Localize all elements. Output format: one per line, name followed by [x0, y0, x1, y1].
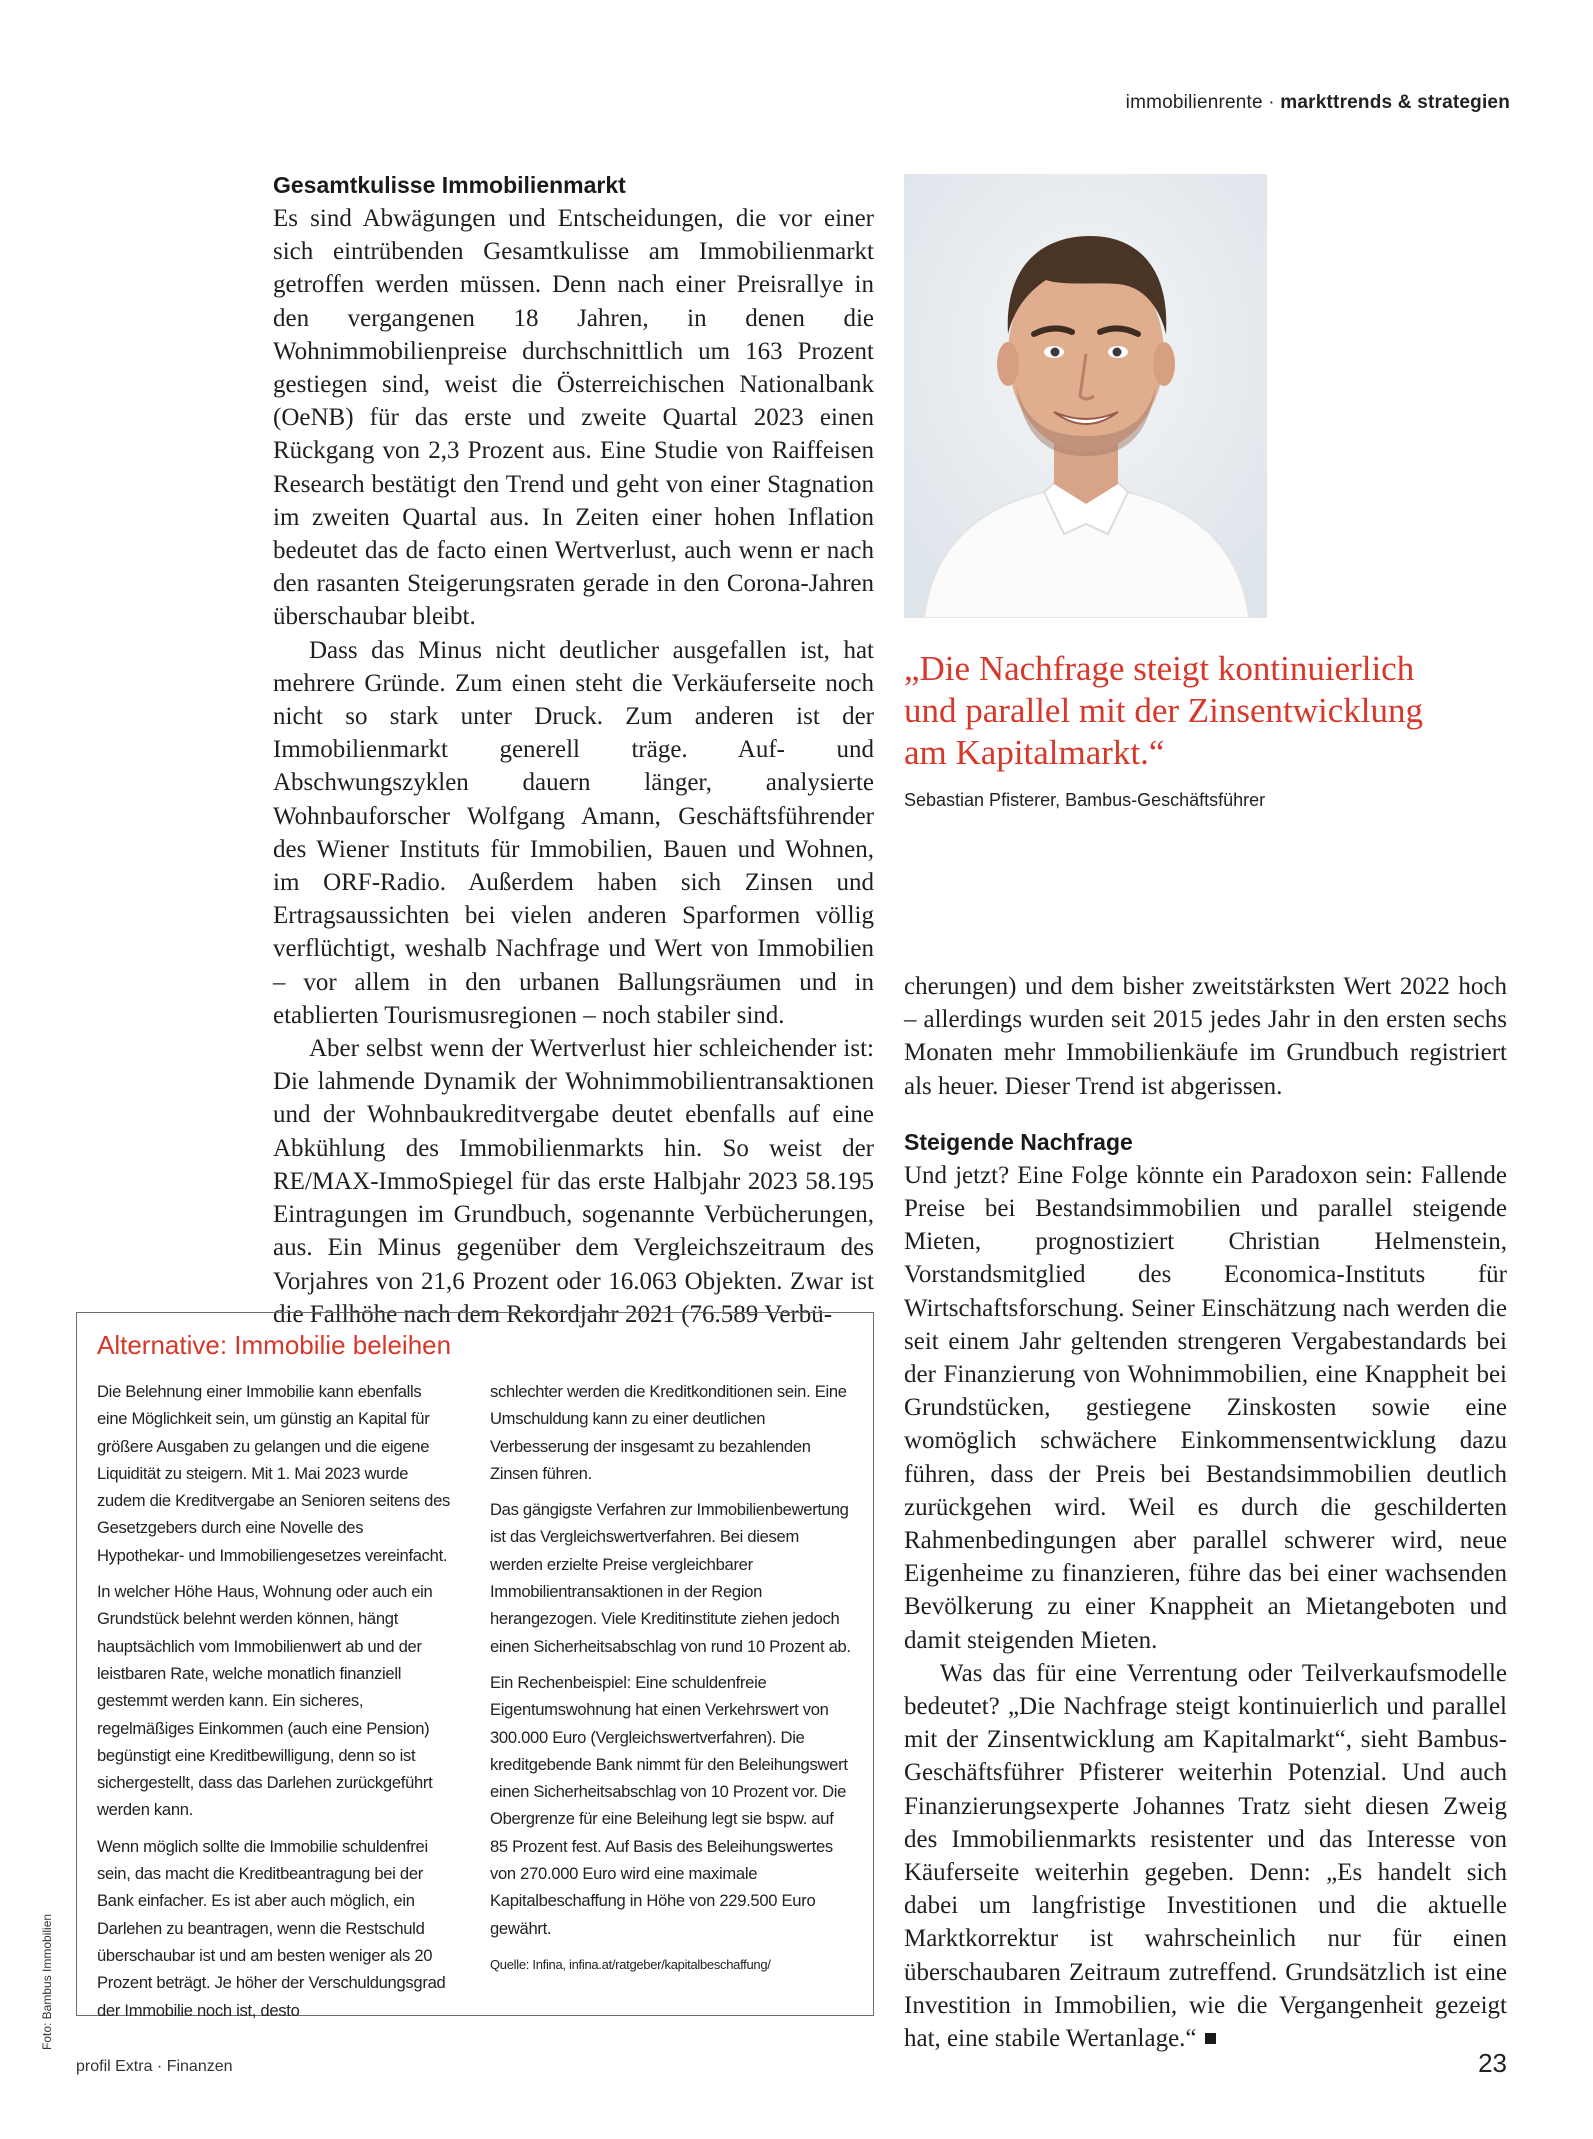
running-header [1080, 92, 1510, 114]
footer-publication: profil Extra · Finanzen [76, 2058, 233, 2075]
info-box-paragraph: schlechter werden die Kreditkonditionen sein. Eine Umschuldung kann zu einer deutlichen Verbesserung der insgesamt zu bezahlenden Zinsen führen. [490, 1382, 847, 1483]
page-number: 23 [1478, 2048, 1507, 2078]
info-box-paragraph: Das gängigste Verfahren zur Immobilienbewertung ist das Vergleichswertverfahren. Bei diesem werden erzielte Preise vergleichbarer Immobilientransaktionen in der Region herangezogen. Viele Kreditinstitute ziehen jedoch einen Sicherheitsabschlag von rund 10 Prozent ab. [490, 1500, 851, 1656]
article-paragraph: cherungen) und dem bisher zweitstärksten Wert 2022 hoch – allerdings wurden seit 2015 jedes Jahr in den ersten sechs Monaten mehr Immobilienkäufe im Grundbuch registriert als heuer. Dieser Trend ist abgerissen. [904, 973, 1507, 1100]
section-heading-steigende-nachfrage: Steigende Nachfrage [904, 1128, 1133, 1155]
header-topic: markttrends & strategien [1280, 92, 1510, 113]
info-box-paragraph: Ein Rechenbeispiel: Eine schuldenfreie Eigentumswohnung hat einen Verkehrswert von 300.000 Euro (Vergleichswertverfahren). Die kreditgebende Bank nimmt für den Beleihungswert einen Sicherheitsabschlag von 10 Prozent vor. Die Obergrenze für eine Beleihung legt sie bspw. auf 85 Prozent fest. Auf Basis des Beleihungswertes von 270.000 Euro wird eine maximale Kapitalbeschaffung in Höhe von 229.500 Euro gewährt. [490, 1672, 848, 1938]
info-box-paragraph: In welcher Höhe Haus, Wohnung oder auch ein Grundstück belehnt werden können, hängt hauptsächlich vom Immobilienwert ab und der leistbaren Rate, welche monatlich finanziell gestemmt werden kann. Ein sicheres, regelmäßiges Einkommen (auch eine Pension) begünstigt eine Kreditbewilligung, denn so ist sichergestellt, dass das Darlehen zurückgeführt werden kann. [97, 1582, 433, 1820]
article-paragraph: Aber selbst wenn der Wertverlust hier schleichender ist: Die lahmende Dynamik der Wohnimmobilientransaktionen und der Wohnbaukreditvergabe deutet ebenfalls auf eine Abkühlung des Immobilienmarkts hin. So weist der RE/MAX-ImmoSpiegel für das erste Halbjahr 2023 58.195 Eintragungen im Grundbuch, sogenannte Verbücherungen, aus. Ein Minus gegenüber dem Vergleichszeitraum des Vorjahres von 21,6 Prozent oder 16.063 Objekten. Zwar ist die Fallhöhe nach dem Rekordjahr 2021 (76.589 Verbü- [273, 1035, 874, 1328]
article-paragraph: Dass das Minus nicht deutlicher ausgefallen ist, hat mehrere Gründe. Zum einen steht die Verkäuferseite noch nicht so stark unter Druck. Zum anderen ist der Immobilienmarkt generell träge. Auf- und Abschwungszyklen dauern länger, analysierte Wohnbauforscher Wolfgang Amann, Geschäftsführender des Wiener Instituts für Immobilien, Bauen und Wohnen, im ORF-Radio. Außerdem haben sich Zinsen und Ertragsaussichten bei vielen anderen Sparformen völlig verflüchtigt, weshalb Nachfrage und Wert von Immobilien – vor allem in den urbanen Ballungsräumen und in etablierten Tourismusregionen – noch stabiler sind. [273, 636, 874, 1029]
left-article-column [273, 170, 874, 1331]
right-article-column [904, 970, 1507, 2055]
article-paragraph: Und jetzt? Eine Folge könnte ein Paradoxon sein: Fallende Preise bei Bestandsimmobilien und parallel steigende Mieten, prognostiziert Christian Helmenstein, Vorstandsmitglied des Economica-Instituts für Wirtschaftsforschung. Seiner Einschätzung nach werden die seit einem Jahr geltenden strengeren Vergabestandards bei der Finanzierung von Wohnimmobilien, eine Knappheit bei Grundstücken, gestiegene Zinskosten sowie eine womöglich schwächere Einkommensentwicklung dazu führen, dass der Preis bei Bestandsimmobilien deutlich zurückgehen wird. Weil es durch die geschilderten Rahmenbedingungen aber parallel schwerer wird, neue Eigenheime zu finanzieren, führe das bei einer wachsenden Bevölkerung zu einer Knappheit an Mietangeboten und damit steigenden Mieten. [904, 1161, 1507, 1654]
pull-quote: „Die Nachfrage steigt kontinuierlich und parallel mit der Zinsentwicklung am Kapitalmarkt.“ [904, 649, 1424, 772]
info-box-column-1 [97, 1378, 451, 2033]
header-separator: · [1268, 92, 1275, 113]
article-paragraph: Es sind Abwägungen und Entscheidungen, die vor einer sich eintrübenden Gesamtkulisse am Immobilienmarkt getroffen werden müssen. Denn nach einer Preisrallye in den vergangenen 18 Jahren, in denen die Wohnimmobilienpreise durchschnittlich um 163 Prozent gestiegen sind, weist die Österreichischen Nationalbank (OeNB) für das erste und zweite Quartal 2023 einen Rückgang von 2,3 Prozent aus. Eine Studie von Raiffeisen Research bestätigt den Trend und geht von einer Stagnation im zweiten Quartal aus. In Zeiten einer hohen Inflation bedeutet das de facto einen Wertverlust, auch wenn er nach den rasanten Steigerungsraten gerade in den Corona-Jahren überschaubar bleibt. [273, 205, 874, 631]
article-paragraph-text: Was das für eine Verrentung oder Teilverkaufsmodelle bedeutet? „Die Nachfrage steigt kontinuierlich und parallel mit der Zinsentwicklung am Kapitalmarkt“, sieht Bambus-Geschäftsführer Pfisterer weiterhin Potenzial. Und auch Finanzierungsexperte Johannes Tratz sieht diesen Zweig des Immobilienmarkts resistenter und das Interesse von Käuferseite weiterhin gegeben. Denn: „Es handelt sich dabei um langfristige Investitionen und die aktuelle Marktkorrektur ist wahrscheinlich nur für einen überschaubaren Zeitraum zutreffend. Grundsätzlich ist eine Investition in Immobilien, wie die Vergangenheit gezeigt hat, eine stabile Wertanlage.“ [904, 1659, 1507, 2053]
info-box-source: Quelle: Infina, infina.at/ratgeber/kapitalbeschaffung/ [490, 1956, 771, 1972]
article-paragraph [904, 1657, 1507, 2055]
info-box-paragraph: Die Belehnung einer Immobilie kann ebenfalls eine Möglichkeit sein, um günstig an Kapital für größere Ausgaben zu gelangen und die eigene Liquidität zu steigern. Mit 1. Mai 2023 wurde zudem die Kreditvergabe an Senioren seitens des Gesetzgebers durch eine Novelle des Hypothekar- und Immobiliengesetzes vereinfacht. [97, 1382, 451, 1565]
info-box-paragraph: Wenn möglich sollte die Immobilie schuldenfrei sein, das macht die Kreditbeantragung bei der Bank einfacher. Es ist aber auch möglich, ein Darlehen zu beantragen, wenn die Restschuld überschaubar ist und am besten weniger als 20 Prozent beträgt. Je höher der Verschuldungsgrad der Immobilie noch ist, desto [97, 1836, 446, 2020]
info-box-title: Alternative: Immobilie beleihen [97, 1330, 452, 1360]
section-heading-gesamtkulisse: Gesamtkulisse Immobilienmarkt [273, 172, 626, 198]
photo-credit: Foto: Bambus Immobilien [40, 1913, 54, 2050]
portrait-photo [904, 174, 1267, 618]
info-box-column-2 [490, 1378, 852, 1978]
header-section: immobilienrente [1125, 92, 1263, 113]
pull-quote-source: Sebastian Pfisterer, Bambus-Geschäftsführer [904, 790, 1266, 810]
end-of-article-mark [1205, 2033, 1216, 2044]
portrait-illustration [904, 174, 1267, 618]
